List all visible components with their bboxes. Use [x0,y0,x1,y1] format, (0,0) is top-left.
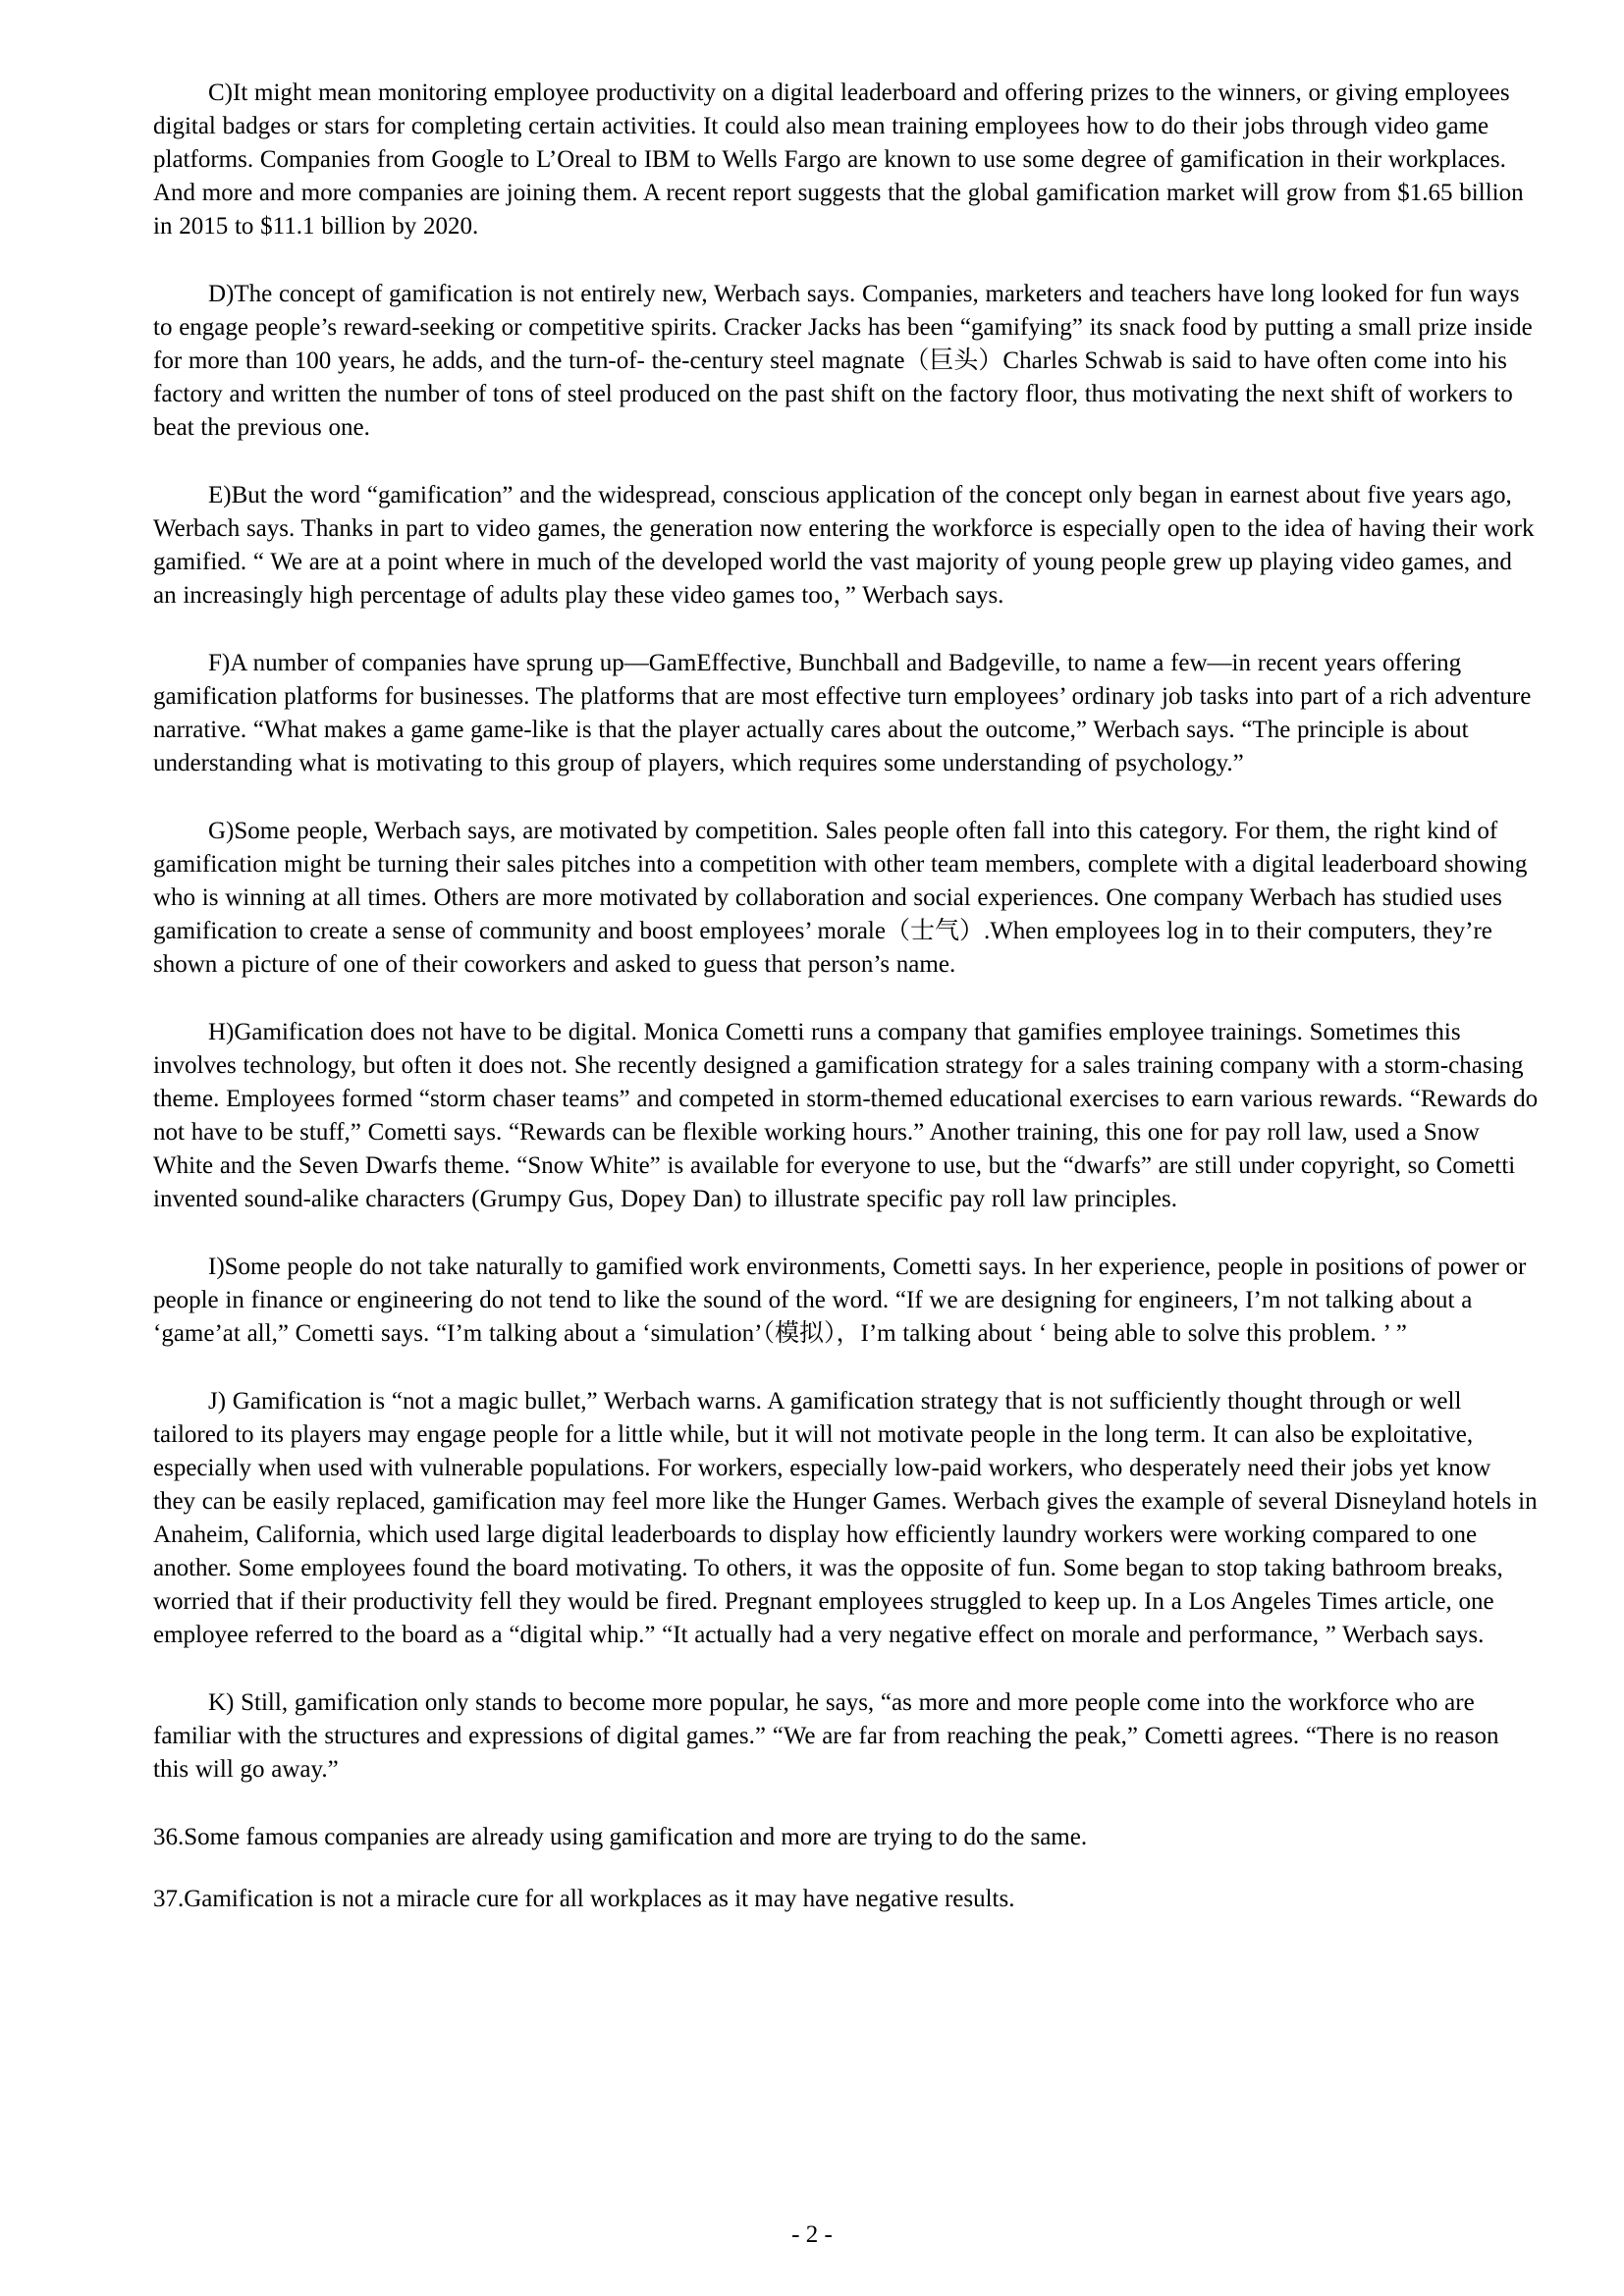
page-number: - 2 - [791,2221,833,2248]
paragraph-c: C)It might mean monitoring employee productivity on a digital leaderboard and offering prizes to the winners, or giving employees digital badges or stars for completing certain activities. It could also mean training employees how to do their jobs through video game platforms. Companies from Google to L’Oreal to IBM to Wells Fargo are known to use some degree of gamification in their workplaces. And more and more companies are joining them. A recent report suggests that the global gamification market will grow from $1.65 billion in 2015 to $11.1 billion by 2020. [153,80,1524,240]
paragraph-f: F)A number of companies have sprung up—GamEffective, Bunchball and Badgeville, to name a few—in recent years offering gamification platforms for businesses. The platforms that are most effective turn employees’ ordinary job tasks into part of a rich adventure narrative. “What makes a game game-like is that the player actually cares about the outcome,” Werbach says. “The principle is about understanding what is motivating to this group of players, which requires some understanding of psychology.” [153,650,1532,776]
paragraph-i: I)Some people do not take naturally to gamified work environments, Cometti says. In her experience, people in positions of power or people in finance or engineering do not tend to like the sound of the word. “If we are designing for engineers, I’m not talking about a ‘game’at all,” Cometti says. “I’m talking about a ‘simulation’（模拟），I’m talking about ‘ being able to solve this problem. ’ ” [153,1254,1527,1347]
question-37: 37.Gamification is not a miracle cure for all workplaces as it may have negative results. [153,1886,1015,1912]
question-36: 36.Some famous companies are already using gamification and more are trying to do the same. [153,1824,1088,1850]
paragraph-g: G)Some people, Werbach says, are motivated by competition. Sales people often fall into this category. For them, the right kind of gamification might be turning their sales pitches into a competition with other team members, complete with a digital leaderboard showing who is winning at all times. Others are more motivated by collaboration and social experiences. One company Werbach has studied uses gamification to create a sense of community and boost employees’ morale（士气）.When employees log in to their computers, they’re shown a picture of one of their coworkers and asked to guess that person’s name. [153,818,1528,978]
paragraph-e: E)But the word “gamification” and the widespread, conscious application of the concept only began in earnest about five years ago, Werbach says. Thanks in part to video games, the generation now entering the workforce is especially open to the idea of having their work gamified. “ We are at a point where in much of the developed world the vast majority of young people grew up playing video games, and an increasingly high percentage of adults play these video games too，” Werbach says. [153,482,1535,609]
paragraph-k: K) Still, gamification only stands to become more popular, he says, “as more and more people come into the workforce who are familiar with the structures and expressions of digital games.” “We are far from reaching the peak,” Cometti agrees. “There is no reason this will go away.” [153,1689,1499,1783]
paragraph-j: J) Gamification is “not a magic bullet,” Werbach warns. A gamification strategy that is not sufficiently thought through or well tailored to its players may engage people for a little while, but it will not motivate people in the long term. It can also be exploitative, especially when used with vulnerable populations. For workers, especially low-paid workers, who desperately need their jobs yet know they can be easily replaced, gamification may feel more like the Hunger Games. Werbach gives the example of several Disneyland hotels in Anaheim, California, which used large digital leaderboards to display how efficiently laundry workers were working compared to one another. Some employees found the board motivating. To others, it was the opposite of fun. Some began to stop taking bathroom breaks, worried that if their productivity fell they would be fired. Pregnant employees struggled to keep up. In a Los Angeles Times article, one employee referred to the board as a “digital whip.” “It actually had a very negative effect on morale and performance, ” Werbach says. [153,1388,1538,1648]
paragraph-h: H)Gamification does not have to be digital. Monica Cometti runs a company that gamifies employee trainings. Sometimes this involves technology, but often it does not. She recently designed a gamification strategy for a sales training company with a storm-chasing theme. Employees formed “storm chaser teams” and competed in storm-themed educational exercises to earn various rewards. “Rewards do not have to be stuff,” Cometti says. “Rewards can be flexible working hours.” Another training, this one for pay roll law, used a Snow White and the Seven Dwarfs theme. “Snow White” is available for everyone to use, but the “dwarfs” are still under copyright, so Cometti invented sound-alike characters (Grumpy Gus, Dopey Dan) to illustrate specific pay roll law principles. [153,1019,1539,1212]
paragraph-d: D)The concept of gamification is not entirely new, Werbach says. Companies, marketers and teachers have long looked for fun ways to engage people’s reward-seeking or competitive spirits. Cracker Jacks has been “gamifying” its snack food by putting a small prize inside for more than 100 years, he adds, and the turn-of- the-century steel magnate（巨头）Charles Schwab is said to have often come into his factory and written the number of tons of steel produced on the past shift on the factory floor, thus motivating the next shift of workers to beat the previous one. [153,281,1533,441]
